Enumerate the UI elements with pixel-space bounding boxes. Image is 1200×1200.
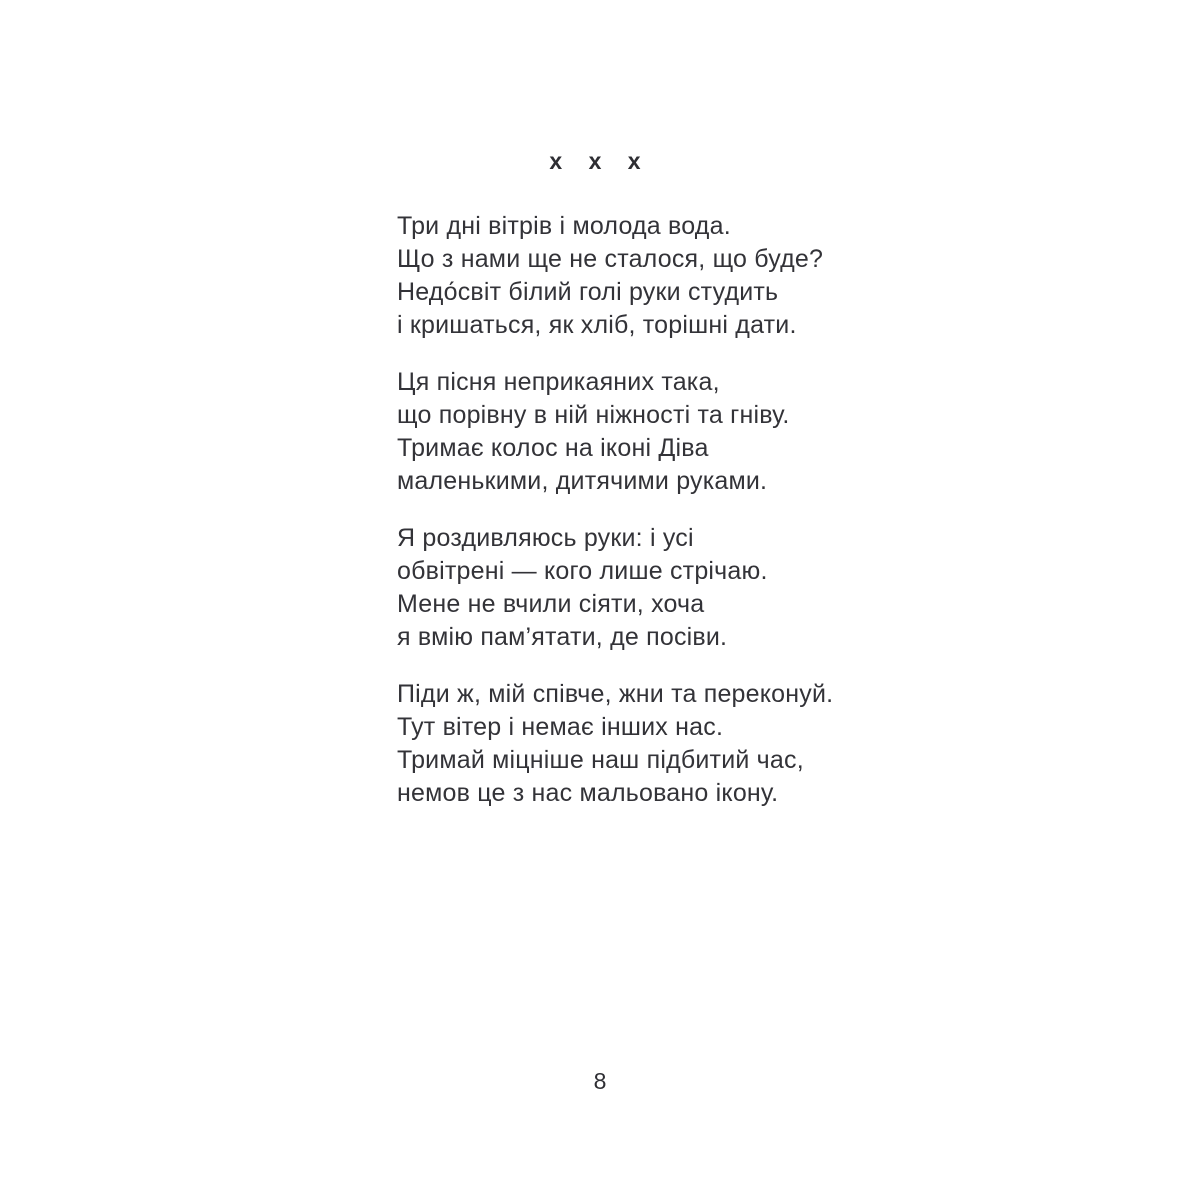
stanza xyxy=(397,522,957,654)
poem-line: Що з нами ще не сталося, що буде? xyxy=(397,245,824,273)
poem-line: немов це з нас мальовано ікону. xyxy=(397,779,779,807)
poem-line: Ця пісня неприкаяних така, xyxy=(397,368,720,396)
poem-body xyxy=(397,210,957,834)
poem-line: Тут вітер і немає інших нас. xyxy=(397,713,724,741)
page-number: 8 xyxy=(593,1068,607,1094)
poem-line: що порівну в ній ніжності та гніву. xyxy=(397,401,790,429)
stanza xyxy=(397,366,957,498)
poem-line: Недо́світ білий голі руки студить xyxy=(397,278,779,306)
stanza xyxy=(397,678,957,810)
stanza-separator: х х х xyxy=(549,148,651,174)
poem-line: Мене не вчили сіяти, хоча xyxy=(397,590,705,618)
poem-line: обвітрені — кого лише стрічаю. xyxy=(397,557,768,585)
poem-line: Я роздивляюсь руки: і усі xyxy=(397,524,694,552)
poem-line: маленькими, дитячими руками. xyxy=(397,467,768,495)
poem-line: Піди ж, мій співче, жни та переконуй. xyxy=(397,680,834,708)
poem-line: Три дні вітрів і молода вода. xyxy=(397,212,731,240)
poem-line: я вмію пам’ятати, де посіви. xyxy=(397,623,728,651)
poem-line: Тримає колос на іконі Діва xyxy=(397,434,709,462)
poem-line: Тримай міцніше наш підбитий час, xyxy=(397,746,804,774)
poem-line: і кришаться, як хліб, торішні дати. xyxy=(397,311,797,339)
stanza xyxy=(397,210,957,342)
